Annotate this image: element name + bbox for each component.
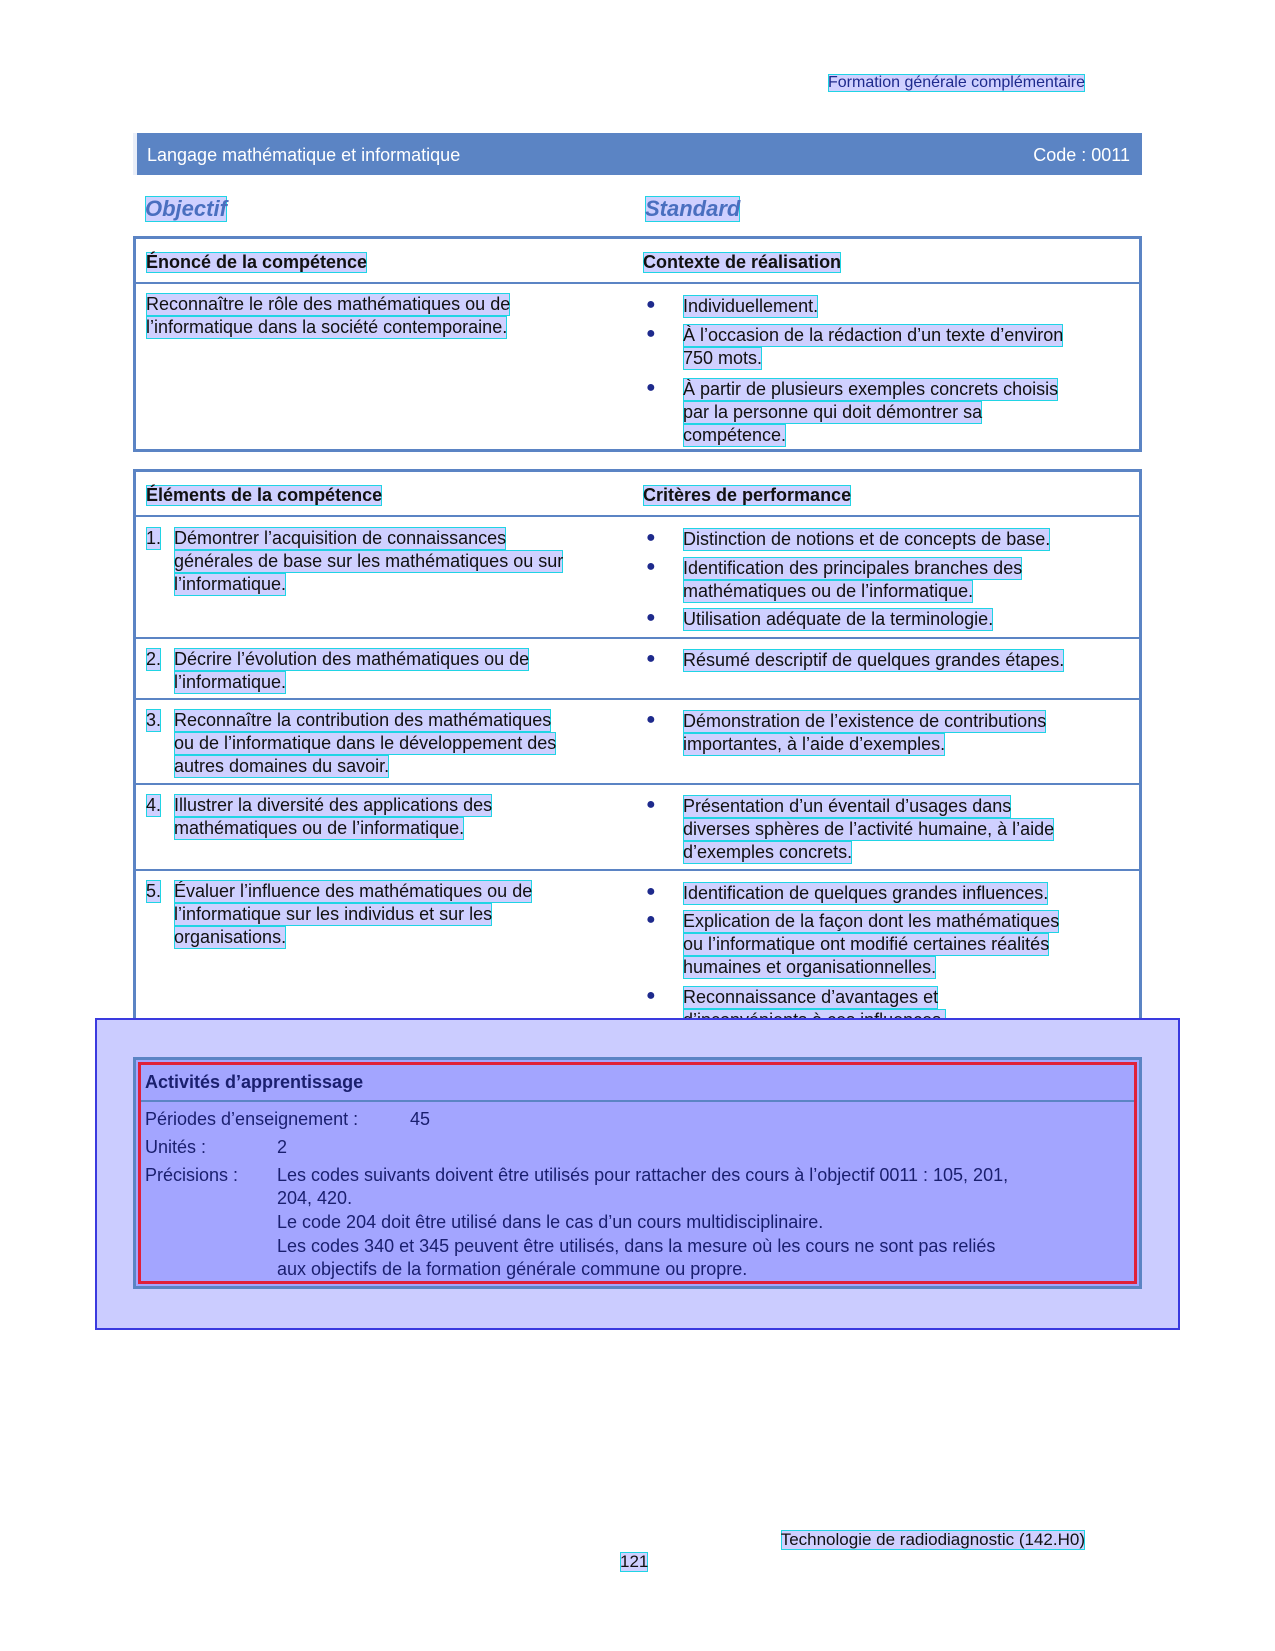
bullet-icon: ● [646,379,656,396]
page-number: 121 [620,1552,649,1571]
context-line: À l’occasion de la rédaction d’un texte d’environ [683,325,1064,345]
criterion-line: humaines et organisationnelles. [683,957,937,977]
statement-line: Reconnaître le rôle des mathématiques ou de [146,294,511,314]
title-bar [133,133,1142,175]
bullet-icon: ● [646,796,656,813]
precisions-label: Précisions : [145,1165,239,1185]
bullet-icon: ● [646,558,656,575]
running-header: Formation générale complémentaire [827,74,1085,91]
criterion-line: Distinction de notions et de concepts de base. [683,529,1051,549]
element-number: 2. [146,649,162,669]
criterion-line: diverses sphères de l’activité humaine, à l’aide [683,819,1055,839]
element-line: générales de base sur les mathématiques ou sur [174,551,564,571]
criterion-line: Reconnaissance d’avantages et [683,987,939,1007]
activities-heading: Activités d’apprentissage [145,1072,364,1092]
context-line: par la personne qui doit démontrer sa [683,402,983,422]
precision-line: Les codes 340 et 345 peuvent être utilisés, dans la mesure où les cours ne sont pas reliés [277,1236,996,1256]
competence-table [133,236,1142,452]
context-line: À partir de plusieurs exemples concrets choisis [683,379,1059,399]
criterion-line: mathématiques ou de l’informatique. [683,581,974,601]
bullet-icon: ● [646,296,656,313]
element-line: l’informatique sur les individus et sur les [174,904,493,924]
criterion-line: Explication de la façon dont les mathématiques [683,911,1060,931]
element-line: Démontrer l’acquisition de connaissances [174,528,507,548]
objective-label: Objectif [145,196,227,221]
criterion-line: d’exemples concrets. [683,842,853,862]
element-line: autres domaines du savoir. [174,756,390,776]
units-label: Unités : [145,1137,207,1157]
units-value: 2 [277,1137,288,1157]
elements-header: Éléments de la compétence [146,485,383,505]
bullet-icon: ● [646,987,656,1004]
criterion-line: Identification des principales branches des [683,558,1023,578]
bullet-icon: ● [646,529,656,546]
precision-line: Les codes suivants doivent être utilisés pour rattacher des cours à l’objectif 0011 : 105, 201, [277,1165,1009,1185]
element-number: 1. [146,528,162,548]
context-line: 750 mots. [683,348,763,368]
precision-line: Le code 204 doit être utilisé dans le cas d’un cours multidisciplinaire. [277,1212,824,1232]
element-line: l’informatique. [174,574,287,594]
element-number: 4. [146,795,162,815]
bullet-icon: ● [646,325,656,342]
bullet-icon: ● [646,883,656,900]
context-header: Contexte de réalisation [643,252,842,272]
element-line: Illustrer la diversité des applications des [174,795,493,815]
element-line: Reconnaître la contribution des mathématiques [174,710,552,730]
course-code: Code : 0011 [1033,145,1130,165]
element-number: 5. [146,881,162,901]
criterion-line: Identification de quelques grandes influences. [683,883,1049,903]
element-line: organisations. [174,927,287,947]
precision-line: 204, 420. [277,1188,353,1208]
element-line: Décrire l’évolution des mathématiques ou de [174,649,530,669]
context-line: Individuellement. [683,296,819,316]
context-line: compétence. [683,425,787,445]
statement-header: Énoncé de la compétence [146,252,368,272]
activities-divider [141,1100,1134,1102]
elements-table [133,469,1142,1037]
element-line: ou de l’informatique dans le développement des [174,733,557,753]
criterion-line: Résumé descriptif de quelques grandes étapes. [683,650,1065,670]
criterion-line: Démonstration de l’existence de contributions [683,711,1047,731]
element-line: l’informatique. [174,672,287,692]
element-line: mathématiques ou de l’informatique. [174,818,465,838]
criterion-line: importantes, à l’aide d’exemples. [683,734,946,754]
criterion-line: Utilisation adéquate de la terminologie. [683,609,994,629]
bullet-icon: ● [646,609,656,626]
course-title: Langage mathématique et informatique [147,145,461,165]
bullet-icon: ● [646,911,656,928]
element-number: 3. [146,710,162,730]
element-line: Évaluer l’influence des mathématiques ou de [174,881,533,901]
criterion-line: Présentation d’un éventail d’usages dans [683,796,1012,816]
precision-line: aux objectifs de la formation générale commune ou propre. [277,1259,748,1279]
bullet-icon: ● [646,711,656,728]
bullet-icon: ● [646,650,656,667]
periods-value: 45 [410,1109,431,1129]
statement-line: l’informatique dans la société contemporaine. [146,317,508,337]
criteria-header: Critères de performance [643,485,852,505]
footer-program: Technologie de radiodiagnostic (142.H0) [780,1530,1085,1549]
criterion-line: ou l’informatique ont modifié certaines réalités [683,934,1050,954]
standard-label: Standard [645,196,741,221]
periods-label: Périodes d’enseignement : [145,1109,359,1129]
